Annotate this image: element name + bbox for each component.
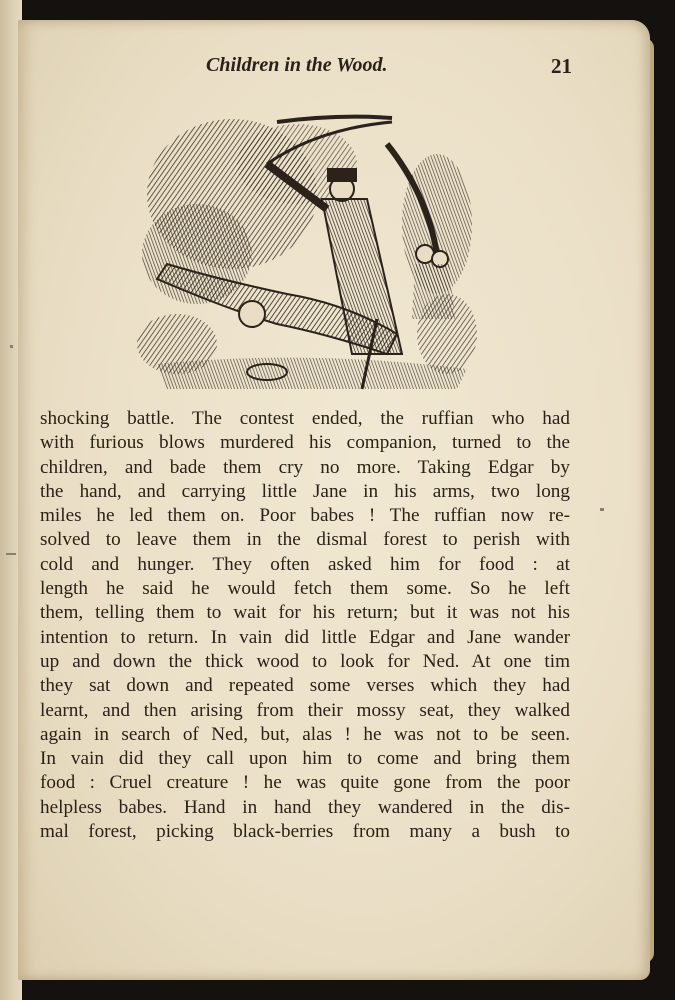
- text-line: children, and bade them cry no more. Taking Edgar by: [40, 456, 570, 478]
- page-speck: [600, 508, 604, 511]
- text-line: they sat down and repeated some verses which they had: [40, 675, 570, 697]
- text-line: them, telling them to wait for his return; but it was not his: [40, 602, 570, 624]
- text-line: again in search of Ned, but, alas ! he was not to be seen.: [40, 723, 570, 745]
- page-number: 21: [551, 54, 572, 78]
- page-speck: [6, 553, 16, 555]
- text-line: shocking battle. The contest ended, the ruffian who had: [40, 408, 570, 429]
- text-line: with furious blows murdered his companion, turned to the: [40, 432, 570, 454]
- page-speck: [10, 345, 13, 348]
- text-line: solved to leave them in the dismal forest to perish with: [40, 529, 570, 551]
- text-line: learnt, and then arising from their mossy seat, they walked: [40, 699, 570, 721]
- woodcut-illustration: [137, 104, 477, 392]
- text-line: the hand, and carrying little Jane in his arms, two long: [40, 480, 570, 502]
- running-title: Children in the Wood.: [206, 54, 388, 76]
- woodcut-image: [137, 104, 477, 392]
- running-header: [190, 54, 580, 84]
- text-line: miles he led them on. Poor babes ! The ruffian now re-: [40, 505, 570, 527]
- body-text: [40, 407, 570, 844]
- text-line: food : Cruel creature ! he was quite gone from the poor: [40, 772, 570, 794]
- text-line: up and down the thick wood to look for Ned. At one tim: [40, 650, 570, 672]
- text-line: length he said he would fetch them some. So he left: [40, 578, 570, 600]
- text-line: intention to return. In vain did little Edgar and Jane wander: [40, 626, 570, 648]
- text-line: helpless babes. Hand in hand they wandered in the dis-: [40, 796, 570, 818]
- text-line: mal forest, picking black-berries from many a bush to: [40, 821, 570, 843]
- text-line: cold and hunger. They often asked him for food : at: [40, 553, 570, 575]
- text-line: In vain did they call upon him to come and bring them: [40, 748, 570, 770]
